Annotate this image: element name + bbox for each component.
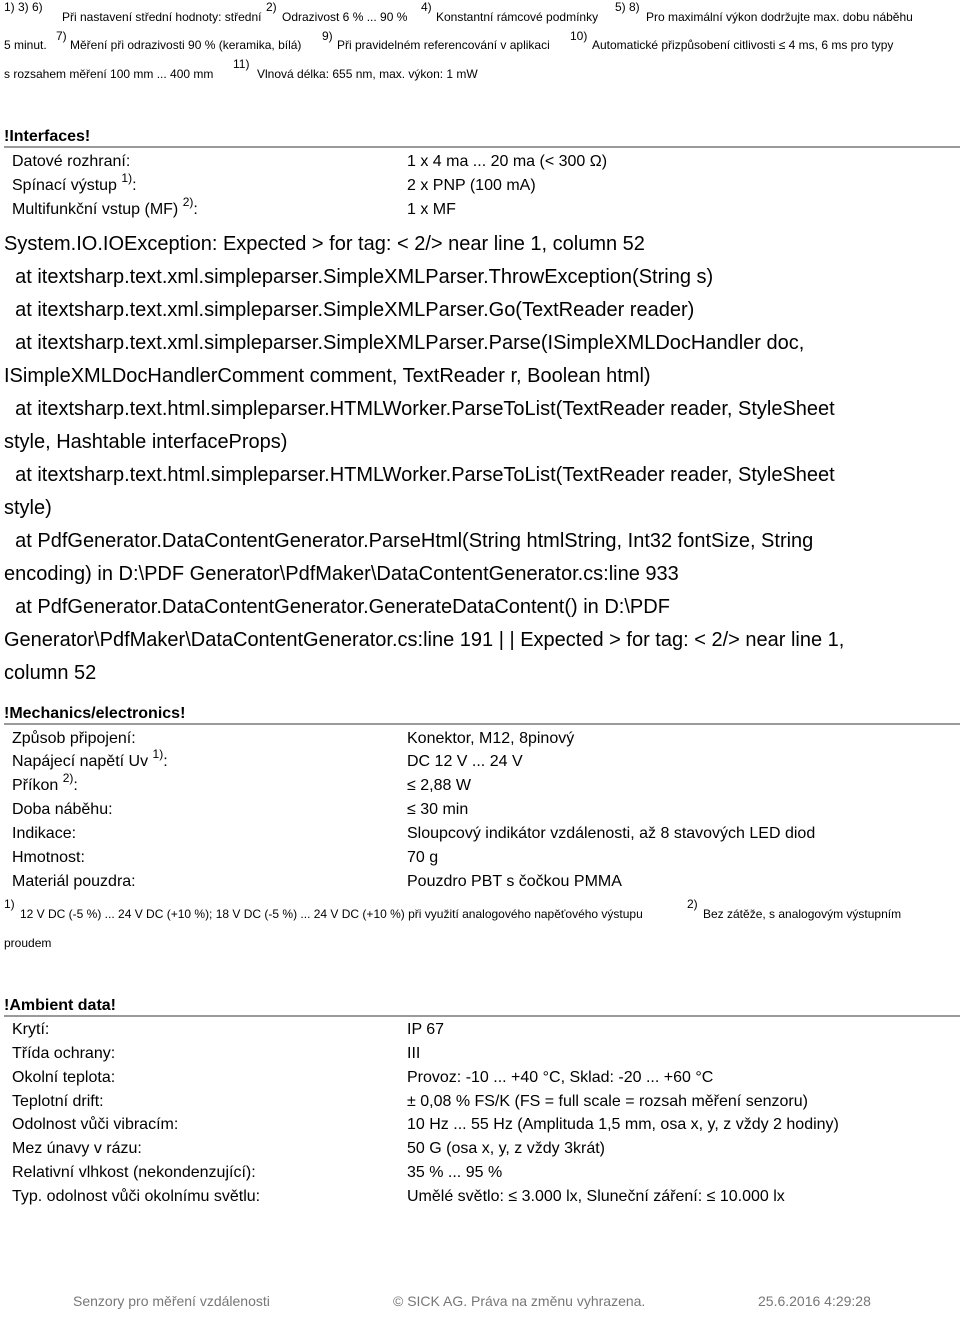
spec-label: Multifunkční vstup (MF) $^{2)}$: [12, 195, 198, 218]
spec-label: Datové rozhraní: [12, 153, 131, 170]
footer-copyright: © SICK AG. Práva na změnu vyhrazena. [393, 1293, 646, 1309]
footnote-num: 2) [266, 0, 277, 14]
section-divider [4, 723, 960, 725]
footnote-text: Konstantní rámcové podmínky [436, 10, 599, 24]
footnote-num: 1) 3) 6) [4, 0, 43, 14]
spec-value: Umělé světlo: ≤ 3.000 lx, Sluneční záření: ≤ 10.000 lx [407, 1188, 785, 1205]
spec-label: Doba náběhu: [12, 801, 113, 818]
footnote-num: 5) 8) [615, 0, 640, 14]
spec-value: 35 % ... 95 % [407, 1164, 503, 1181]
footnote-ref: 1) [152, 747, 164, 761]
footnote-text: 5 minut. [4, 38, 47, 52]
spec-label: Mez únavy v rázu: [12, 1140, 142, 1157]
footnote-num: 9) [322, 29, 333, 43]
spec-value: 1 x 4 ma ... 20 ma (< 300 Ω) [407, 153, 608, 170]
spec-label: Napájecí napětí Uv $^{1)}$: [12, 747, 168, 770]
spec-label: Hmotnost: [12, 849, 85, 866]
footnote-text: 12 V DC (-5 %) ... 24 V DC (+10 %); 18 V DC (-5 %) ... 24 V DC (+10 %) při využití analogového napěťového výstupu [20, 907, 643, 921]
spec-value: 2 x PNP (100 mA) [407, 177, 536, 194]
spec-label: Indikace: [12, 825, 77, 842]
spec-label: Příkon $^{2)}$: [12, 771, 78, 794]
section-divider [4, 146, 960, 148]
footnote-text: s rozsahem měření 100 mm ... 400 mm [4, 67, 214, 81]
error-stacktrace: System.IO.IOException: Expected > for tag: < 2/> near line 1, column 52 at itextsharp.text.xml.simpleparser.SimpleXMLParser.ThrowException(String s) at itextsharp.text.xml.simpleparser.SimpleXMLParser.Go(TextReader reader) at itextsharp.text.xml.simpleparser.SimpleXMLParser.Parse(ISimpleXMLDocHandler doc, ISimpleXMLDocHandlerComment comment, TextReader r, Boolean html) at itextsharp.text.html.simpleparser.HTMLWorker.ParseToList(TextReader reader, StyleSheet style, Hashtable interfaceProps) at itextsharp.text.html.simpleparser.HTMLWorker.ParseToList(TextReader reader, StyleSheet style) at PdfGenerator.DataContentGenerator.ParseHtml(String htmlString, Int32 fontSize, String encoding) in D:\PDF Generator\PdfMaker\DataContentGenerator.cs:line 933 at PdfGenerator.DataContentGenerator.GenerateDataContent() in D:\PDF Generator\PdfMaker\DataContentGenerator.cs:line 191 | | Expected > for tag: < 2/> near line 1, column 52 [4, 233, 845, 684]
section-title-ambient: !Ambient data! [4, 997, 116, 1014]
section-title-mechanics: !Mechanics/electronics! [4, 705, 186, 722]
footnote-ref: 1) [121, 171, 133, 185]
spec-value: ± 0,08 % FS/K (FS = full scale = rozsah měření senzoru) [407, 1093, 808, 1110]
footnote-text: Automatické přizpůsobení citlivosti ≤ 4 ms, 6 ms pro typy [592, 38, 894, 52]
footnote-num: 1) [4, 897, 15, 911]
footnote-num: 2) [687, 897, 698, 911]
footnote-text: Vlnová délka: 655 nm, max. výkon: 1 mW [257, 67, 478, 81]
spec-label: Teplotní drift: [12, 1093, 104, 1110]
spec-value: Konektor, M12, 8pinový [407, 730, 575, 747]
spec-value: III [407, 1045, 421, 1062]
spec-value: 1 x MF [407, 201, 456, 218]
spec-label: Třída ochrany: [12, 1045, 116, 1062]
spec-label: Relativní vlhkost (nekondenzující): [12, 1164, 256, 1181]
spec-value: 70 g [407, 849, 439, 866]
spec-value: Sloupcový indikátor vzdálenosti, až 8 stavových LED diod [407, 825, 816, 842]
spec-value: Pouzdro PBT s čočkou PMMA [407, 873, 622, 890]
footnote-text: Při nastavení střední hodnoty: střední [62, 10, 262, 24]
spec-label: Typ. odolnost vůči okolnímu světlu: [12, 1188, 261, 1205]
spec-label: Okolní teplota: [12, 1069, 116, 1086]
section-title-interfaces: !Interfaces! [4, 128, 91, 145]
footnote-text: Odrazivost 6 % ... 90 % [282, 10, 408, 24]
footnote-text: Bez zátěže, s analogovým výstupním [703, 907, 902, 921]
section-divider [4, 1015, 960, 1017]
spec-label: Způsob připojení: [12, 730, 136, 747]
spec-value: IP 67 [407, 1021, 445, 1038]
spec-label: Materiál pouzdra: [12, 873, 136, 890]
footnote-ref: 2) [62, 771, 74, 785]
footnote-num: 10) [570, 29, 588, 43]
footnote-text: proudem [4, 936, 52, 950]
spec-value: 10 Hz ... 55 Hz (Amplituda 1,5 mm, osa x, y, z vždy 2 hodiny) [407, 1116, 839, 1133]
footnote-text: Měření při odrazivosti 90 % (keramika, bílá) [70, 38, 302, 52]
spec-value: 50 G (osa x, y, z vždy 3krát) [407, 1140, 605, 1157]
spec-label: Krytí: [12, 1021, 50, 1038]
footnote-num: 11) [233, 57, 250, 71]
footnote-num: 7) [56, 29, 67, 43]
footnote-num: 4) [421, 0, 432, 14]
spec-value: ≤ 2,88 W [407, 777, 471, 794]
spec-label: Spínací výstup $^{1)}$: [12, 171, 137, 194]
spec-label: Odolnost vůči vibracím: [12, 1116, 179, 1133]
spec-value: ≤ 30 min [407, 801, 469, 818]
spec-value: Provoz: -10 ... +40 °C, Sklad: -20 ... +60 °C [407, 1069, 714, 1086]
spec-value: DC 12 V ... 24 V [407, 753, 523, 770]
footnote-ref: 2) [182, 195, 194, 209]
footnote-text: Pro maximální výkon dodržujte max. dobu náběhu [646, 10, 913, 24]
footer-title: Senzory pro měření vzdálenosti [73, 1293, 270, 1309]
footer-timestamp: 25.6.2016 4:29:28 [758, 1293, 871, 1309]
footnote-text: Při pravidelném referencování v aplikaci [337, 38, 550, 52]
